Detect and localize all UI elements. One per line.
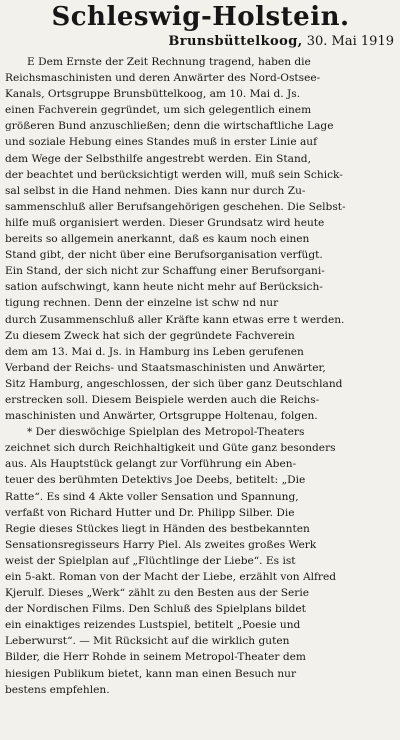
text-line: Zu diesem Zweck hat sich der gegründete Fachverein (5, 329, 295, 342)
dateline-date: 30. Mai 1919 (306, 34, 394, 49)
article-fachverein (5, 54, 396, 424)
text-line: E Dem Ernste der Zeit Rechnung tragend, haben die (27, 56, 311, 68)
text-line: ein einaktiges reizendes Lustspiel, betitelt „Poesie und (5, 619, 301, 632)
dateline-place: Brunsbüttelkoog, (168, 34, 303, 49)
text-line: maschinisten und Anwärter, Ortsgruppe Holtenau, folgen. (5, 410, 318, 423)
text-line: erstrecken soll. Diesem Beispiele werden auch die Reichs- (5, 393, 320, 406)
text-line: größeren Bund anzuschließen; denn die wirtschaftliche Lage (5, 120, 334, 133)
text-line: dem am 13. Mai d. Js. in Hamburg ins Leben gerufenen (5, 345, 304, 358)
text-line: bereits so allgemein anerkannt, daß es kaum noch einen (5, 233, 310, 246)
text-line: einen Fachverein gegründet, um sich gelegentlich einem (5, 104, 312, 117)
text-line: Ratte“. Es sind 4 Akte voller Sensation und Spannung, (5, 490, 299, 503)
text-line: Regie dieses Stückes liegt in Händen des bestbekannten (5, 522, 310, 535)
text-line: * Der dieswöchige Spielplan des Metropol-Theaters (27, 426, 305, 439)
text-line: Sensationsregisseurs Harry Piel. Als zweites großes Werk (5, 538, 317, 551)
text-line: Kjerulf. Dieses „Werk“ zählt zu den Besten aus der Serie (5, 587, 309, 600)
text-line: Reichsmaschinisten und deren Anwärter des Nord-Ostsee- (5, 72, 321, 85)
text-line: verfaßt von Richard Hutter und Dr. Philipp Silber. Die (5, 506, 295, 519)
article-metropol-theater (5, 424, 396, 698)
text-line: zeichnet sich durch Reichhaltigkeit und Güte ganz besonders (5, 442, 336, 455)
text-line: Bilder, die Herr Rohde in seinem Metropol-Theater dem (5, 651, 306, 664)
text-line: Stand gibt, der nicht über eine Berufsorganisation verfügt. (5, 249, 323, 262)
text-line: bestens empfehlen. (5, 683, 110, 696)
text-line: der Nordischen Films. Den Schluß des Spielplans bildet (5, 603, 306, 616)
text-line: hiesigen Publikum bietet, kann man einen Besuch nur (5, 667, 297, 680)
text-line: dem Wege der Selbsthilfe angestrebt werden. Ein Stand, (5, 152, 311, 165)
text-line: hilfe muß organisiert werden. Dieser Grundsatz wird heute (5, 216, 325, 229)
text-line: weist der Spielplan auf „Flüchtlinge der Liebe“. Es ist (5, 554, 296, 567)
text-line: tigung rechnen. Denn der einzelne ist schw nd nur (5, 297, 279, 310)
text-line: durch Zusammenschluß aller Kräfte kann etwas erre t werden. (5, 313, 345, 326)
dateline (5, 34, 394, 50)
section-heading: Schleswig-Holstein. (51, 2, 350, 32)
text-line: ein 5-akt. Roman von der Macht der Liebe, erzählt von Alfred (5, 571, 337, 583)
text-line: sation aufschwingt, kann heute nicht mehr auf Berücksich- (5, 281, 323, 294)
text-line: sammenschluß aller Berufsangehörigen geschehen. Die Selbst- (5, 200, 346, 213)
text-line: Verband der Reichs- und Staatsmaschinisten und Anwärter, (5, 361, 326, 374)
text-line: Ein Stand, der sich nicht zur Schaffung einer Berufsorgani- (5, 265, 325, 278)
text-line: Leberwurst“. — Mit Rücksicht auf die wirklich guten (5, 635, 290, 648)
text-line: aus. Als Hauptstück gelangt zur Vorführung ein Aben- (5, 458, 297, 471)
text-line: teuer des berühmten Detektivs Joe Deebs, betitelt: „Die (5, 474, 306, 487)
text-line: Kanals, Ortsgruppe Brunsbüttelkoog, am 10. Mai d. Js. (5, 88, 301, 101)
text-line: der beachtet und berücksichtigt werden will, muß sein Schick- (5, 168, 343, 181)
text-line: Sitz Hamburg, angeschlossen, der sich über ganz Deutschland (5, 377, 343, 390)
text-line: und soziale Hebung eines Standes muß in erster Linie auf (5, 136, 318, 149)
text-line: sal selbst in die Hand nehmen. Dies kann nur durch Zu- (5, 184, 306, 197)
